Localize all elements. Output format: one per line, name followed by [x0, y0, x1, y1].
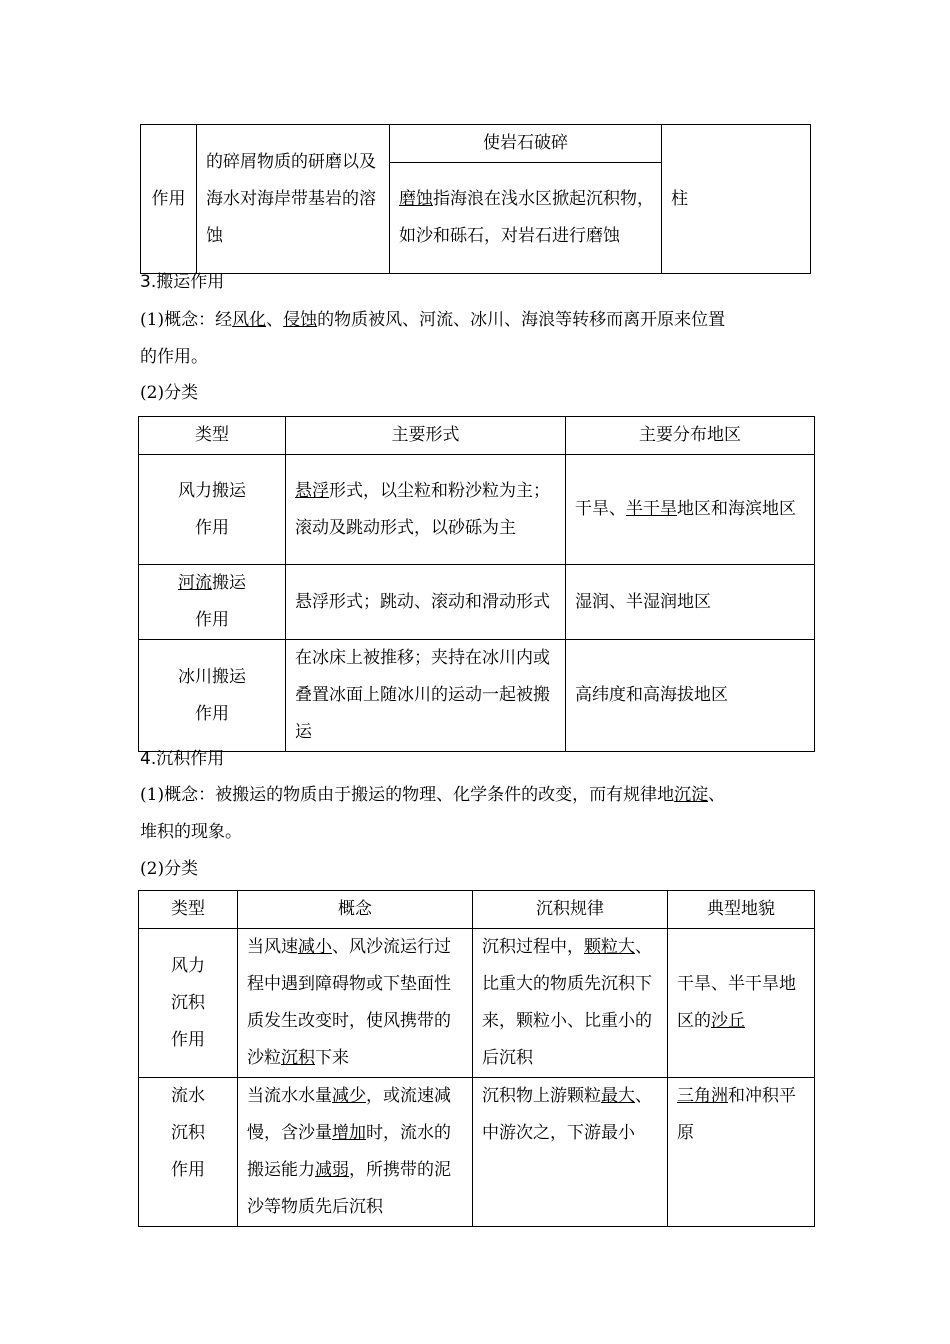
transport-wind-form [286, 455, 566, 565]
transport-wind-area-b: 地区和海滨地区 [677, 499, 796, 519]
deposition-wind-concept-term2: 沉积 [281, 1048, 315, 1068]
table1-abrasion-cell [390, 163, 662, 274]
sec3-class-label: (2)分类 [140, 383, 199, 403]
transport-header-type: 类型 [139, 417, 286, 455]
deposition-wind-concept [238, 929, 473, 1078]
deposition-water-rule-a: 沉积物上游颗粒 [482, 1086, 601, 1106]
sec3-concept-suffix: 的物质被风、河流、冰川、海浪等转移而离开原来位置 [317, 310, 726, 330]
table1-col2-text: 的碎屑物质的研磨以及海水对海岸带基岩的溶蚀 [206, 151, 376, 246]
deposition-wind-concept-b: 、风沙流运行过程中遇到障碍物或下垫面性质发生改变时，使风携带的沙粒 [247, 937, 451, 1068]
transport-glacier-type: 冰川搬运作用 [139, 640, 286, 752]
table1-type-cell [141, 125, 197, 274]
deposition-wind-rule [473, 929, 668, 1078]
table1-type-label: 作用 [151, 188, 186, 209]
deposition-water-concept [238, 1078, 473, 1227]
sec4-concept [140, 777, 725, 814]
deposition-table [138, 890, 815, 1227]
deposition-water-landform-term: 三角洲 [677, 1086, 728, 1106]
transport-wind-area [566, 455, 815, 565]
sec3-blank-erosion: 侵蚀 [283, 310, 318, 330]
transport-river-form: 悬浮形式；跳动、滚动和滑动形式 [286, 565, 566, 640]
deposition-wind-concept-term1: 减小 [298, 937, 332, 957]
erosion-table-fragment [140, 124, 811, 274]
sec4-concept-suffix: 、 [708, 785, 726, 805]
deposition-water-concept-term3: 减弱 [315, 1160, 349, 1180]
deposition-water-concept-c: 时，流水的搬运能力 [247, 1123, 451, 1180]
deposition-header-rule: 沉积规律 [473, 891, 668, 929]
transport-wind-area-term: 半干旱 [626, 499, 677, 519]
table1-col3-top-cell [390, 125, 662, 163]
deposition-water-concept-b: ，或流速减慢，含沙量 [247, 1086, 451, 1143]
transport-river-type [139, 565, 286, 640]
deposition-wind-type: 风力沉积作用 [139, 929, 238, 1078]
deposition-water-type: 流水沉积作用 [139, 1078, 238, 1227]
deposition-water-rule [473, 1078, 668, 1227]
transport-wind-type: 风力搬运作用 [139, 455, 286, 565]
sec3-concept [140, 302, 725, 339]
sec4-concept-line2: 堆积的现象。 [140, 822, 242, 842]
table1-col3-top-text: 使岩石破碎 [483, 133, 568, 153]
sec3-concept-prefix: (1)概念：经 [140, 310, 233, 330]
deposition-water-landform [668, 1078, 815, 1227]
deposition-wind-landform-a: 干旱、半干旱地区的 [677, 974, 796, 1031]
transport-glacier-area: 高纬度和高海拔地区 [566, 640, 815, 752]
transport-header-form: 主要形式 [286, 417, 566, 455]
deposition-wind-landform [668, 929, 815, 1078]
sec4-blank-deposit: 沉淀 [674, 785, 709, 805]
deposition-wind-rule-term: 颗粒大 [584, 937, 635, 957]
transport-river-type-text: 搬运作用 [195, 573, 246, 630]
deposition-header-concept: 概念 [238, 891, 473, 929]
sec4-class-label: (2)分类 [140, 859, 199, 879]
deposition-wind-concept-a: 当风速 [247, 937, 298, 957]
table1-abrasion-text: 指海浪在浅水区掀起沉积物，如沙和砾石，对岩石进行磨蚀 [399, 189, 654, 246]
sec3-heading: 3.搬运作用 [140, 272, 225, 292]
transport-glacier-form: 在冰床上被推移；夹持在冰川内或叠置冰面上随冰川的运动一起被搬运 [286, 640, 566, 752]
sec3-blank-weathering: 风化 [232, 310, 267, 330]
table1-col4-cell [662, 125, 811, 274]
deposition-water-concept-term1: 减少 [332, 1086, 366, 1106]
sec3-concept-line2: 的作用。 [140, 347, 208, 367]
transport-river-type-term: 河流 [178, 573, 212, 593]
deposition-wind-landform-term: 沙丘 [711, 1011, 745, 1031]
deposition-wind-rule-a: 沉积过程中， [482, 937, 584, 957]
deposition-water-landform-b: 和冲积平原 [677, 1086, 796, 1143]
deposition-header-type: 类型 [139, 891, 238, 929]
deposition-header-landform: 典型地貌 [668, 891, 815, 929]
transport-table [138, 416, 815, 752]
deposition-water-rule-b: 、中游次之，下游最小 [482, 1086, 652, 1143]
transport-river-area: 湿润、半湿润地区 [566, 565, 815, 640]
transport-wind-form-term: 悬浮 [295, 480, 329, 501]
table1-col4-text: 柱 [671, 188, 688, 209]
transport-header-area: 主要分布地区 [566, 417, 815, 455]
table1-abrasion-term: 磨蚀 [399, 189, 433, 209]
sec3-concept-sep: 、 [266, 310, 284, 330]
deposition-water-concept-d: ，所携带的泥沙等物质先后沉积 [247, 1160, 451, 1217]
deposition-water-concept-a: 当流水水量 [247, 1086, 332, 1106]
deposition-wind-rule-b: 、比重大的物质先沉积下来，颗粒小、比重小的后沉积 [482, 937, 652, 1068]
deposition-wind-concept-c: 下来 [315, 1048, 349, 1068]
sec4-heading: 4.沉积作用 [140, 749, 225, 769]
deposition-water-rule-term: 最大 [601, 1086, 635, 1106]
transport-wind-form-text: 形式，以尘粒和粉沙粒为主；滚动及跳动形式，以砂砾为主 [295, 480, 550, 538]
sec4-concept-prefix: (1)概念：被搬运的物质由于搬运的物理、化学条件的改变，而有规律地 [140, 785, 675, 805]
deposition-water-concept-term2: 增加 [332, 1123, 366, 1143]
table1-col2-cell [197, 125, 390, 274]
transport-wind-area-a: 干旱、 [575, 499, 626, 519]
